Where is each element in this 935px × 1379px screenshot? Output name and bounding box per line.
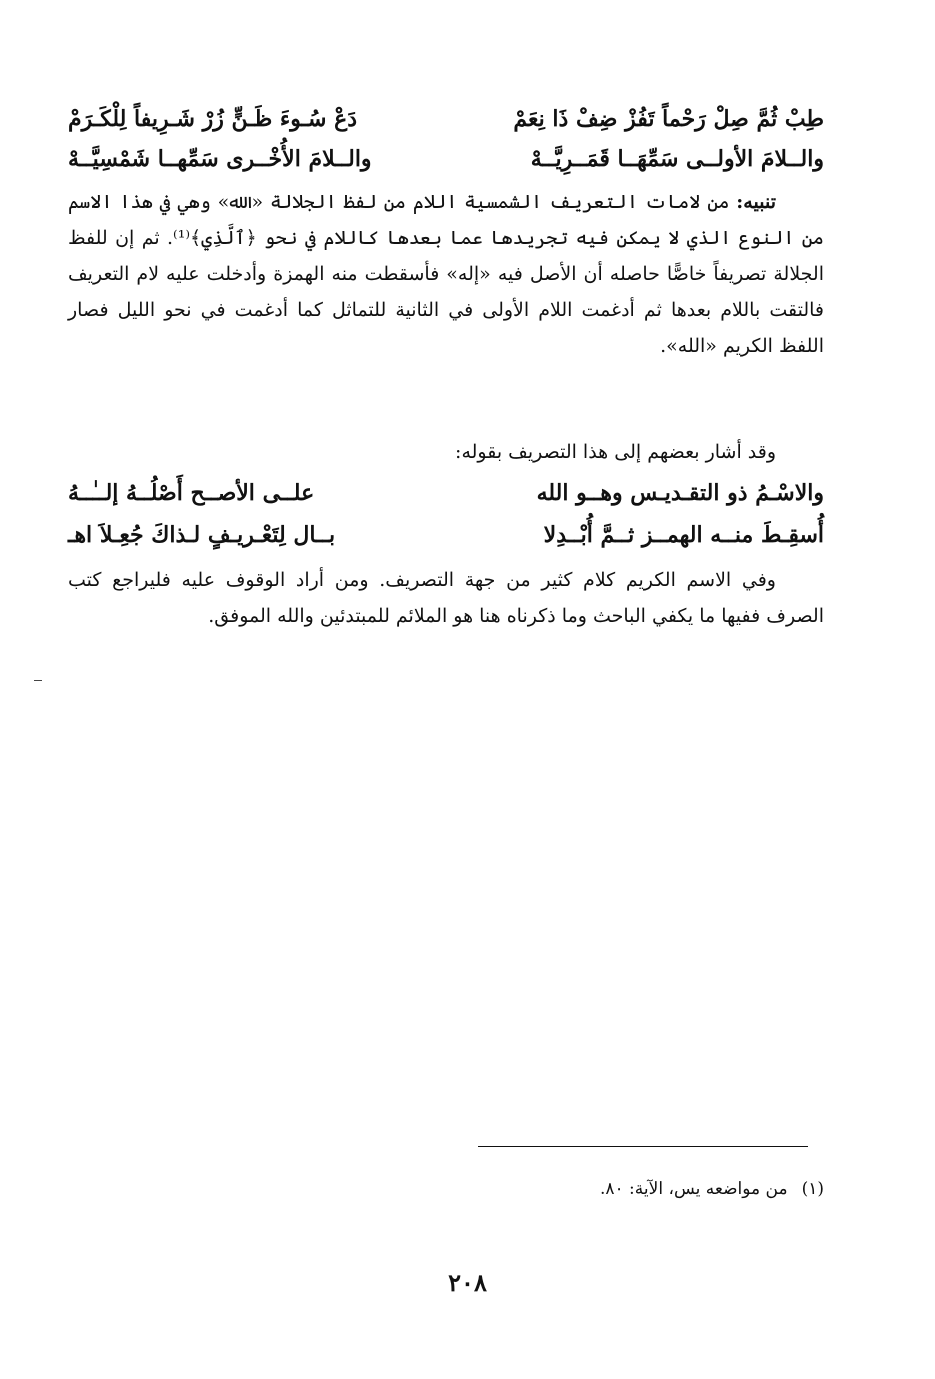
footnote (400, 1176, 824, 1202)
closing-text: وفي الاسم الكريم كلام كثير من جهة التصريف. ومن أراد الوقوف عليه فليراجع كتب الصرف ففيها ما يكفي الباحث وما ذكرناه هنا هو الملائم للمبتدئين والله الموفق. (68, 569, 824, 627)
poem1-verse-1-second-hemistich: دَعْ سُـوءَ ظَـنٍّ زُرْ شَـرِيفاً لِلْكَـرَمْ (68, 106, 358, 132)
paragraph-closing (68, 562, 824, 634)
poem1-verse-2 (68, 144, 824, 174)
poem2-verse-2-first-hemistich: أُسقِـطَ منــه الهمــز ثــمَّ أُبْــدِلا (543, 522, 824, 548)
page-number: ٢٠٨ (448, 1268, 487, 1297)
margin-mark (34, 680, 42, 681)
poem2-verse-1-second-hemistich: علــى الأصــح أَصْلُــهُ إلــٰــهُ (68, 480, 315, 506)
note-label: تنبيه: (736, 191, 776, 213)
footnote-number: (١) (801, 1179, 824, 1199)
poem2-verse-1 (68, 478, 824, 508)
poem1-verse-1-first-hemistich: طِبْ ثُمَّ صِلْ رَحْماً تَفُزْ ضِفْ ذَا نِعَمْ (513, 106, 824, 132)
poem2-verse-1-first-hemistich: والاسْـمُ ذو التقـديـس وهــو الله (536, 480, 824, 506)
poem2-verse-2-second-hemistich: بــال لِتَعْـريـفٍ لـذاكَ جُعِـلاَ اهـ (68, 522, 336, 548)
footnote-text: من مواضعه يس، الآية: ٨٠. (599, 1179, 788, 1199)
intro-line: وقد أشار بعضهم إلى هذا التصريف بقوله: (455, 441, 776, 463)
poem1-verse-1 (68, 104, 824, 134)
poem2-verse-2 (68, 520, 824, 550)
poem1-verse-2-second-hemistich: والــلامَ الأُخْــرى سَمِّهــا شَمْسِيَّــهْ (68, 146, 372, 172)
note-text: من لامات التعريف الشمسية اللام من لفظ الجلالة «الله» وهي في هذا الاسم من النوع الذي لا يمكن فيه تجريدها عما بعدها كاللام في نحو ﴿ٱلَّذِي﴾⁽¹⁾. ثم إن للفظ الجلالة تصريفاً خاصًّا حاصله أن الأصل فيه «إله» فأسقطت منه الهمزة وأدخلت عليه لام التعريف فالتقت باللام بعدها ثم أدغمت اللام الأولى في الثانية للتماثل كما أدغمت في نحو الليل فصار اللفظ الكريم «الله». (68, 191, 824, 357)
footnote-divider (478, 1146, 808, 1147)
poem1-verse-2-first-hemistich: والــلامَ الأولــى سَمِّهَــا قَمَــرِيَّــهْ (530, 146, 824, 172)
paragraph-note (68, 184, 824, 364)
